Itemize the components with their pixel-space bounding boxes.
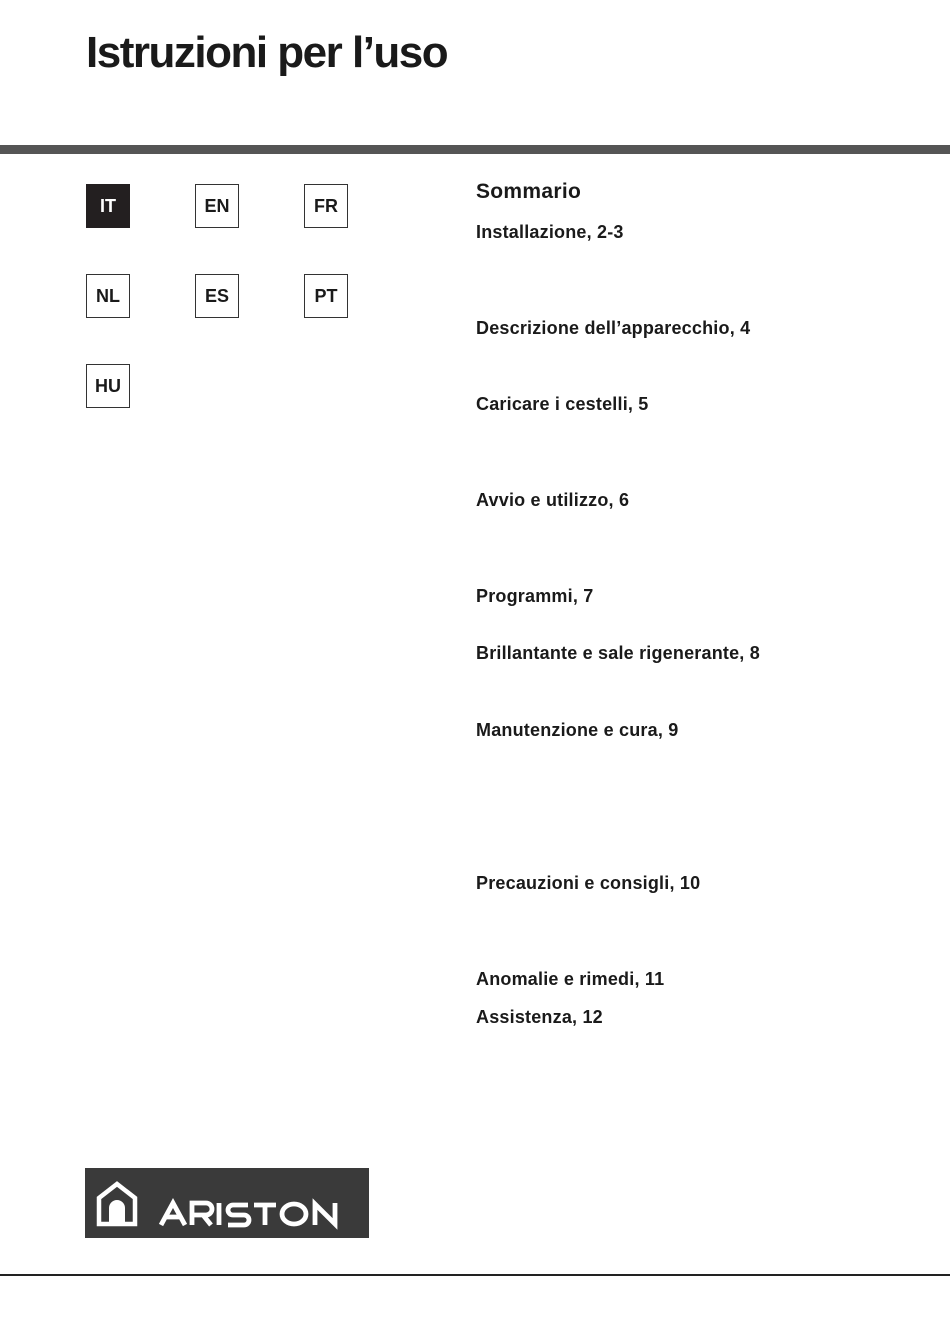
house-icon — [85, 1168, 369, 1238]
toc-item-assistenza[interactable]: Assistenza, 12 — [476, 1007, 603, 1027]
toc-item-programmi[interactable]: Programmi, 7 — [476, 586, 594, 606]
toc-item-precauzioni[interactable]: Precauzioni e consigli, 10 — [476, 873, 701, 893]
language-fr[interactable]: FR — [304, 184, 348, 228]
toc-item-anomalie[interactable]: Anomalie e rimedi, 11 — [476, 969, 665, 989]
toc-item-descrizione[interactable]: Descrizione dell’apparecchio, 4 — [476, 318, 751, 338]
language-en[interactable]: EN — [195, 184, 239, 228]
page-title: Istruzioni per l’uso — [86, 28, 448, 77]
toc-item-manutenzione[interactable]: Manutenzione e cura, 9 — [476, 720, 679, 740]
toc-item-avvio[interactable]: Avvio e utilizzo, 6 — [476, 490, 630, 510]
header-divider — [0, 145, 950, 154]
toc-title: Sommario — [476, 180, 582, 203]
language-nl[interactable]: NL — [86, 274, 130, 318]
language-hu[interactable]: HU — [86, 364, 130, 408]
language-it[interactable]: IT — [86, 184, 130, 228]
toc-item-caricare[interactable]: Caricare i cestelli, 5 — [476, 394, 649, 414]
footer-divider — [0, 1274, 950, 1276]
toc-item-installazione[interactable]: Installazione, 2-3 — [476, 222, 624, 242]
ariston-logo — [85, 1168, 369, 1238]
language-pt[interactable]: PT — [304, 274, 348, 318]
toc-item-brillantante[interactable]: Brillantante e sale rigenerante, 8 — [476, 643, 760, 663]
language-es[interactable]: ES — [195, 274, 239, 318]
